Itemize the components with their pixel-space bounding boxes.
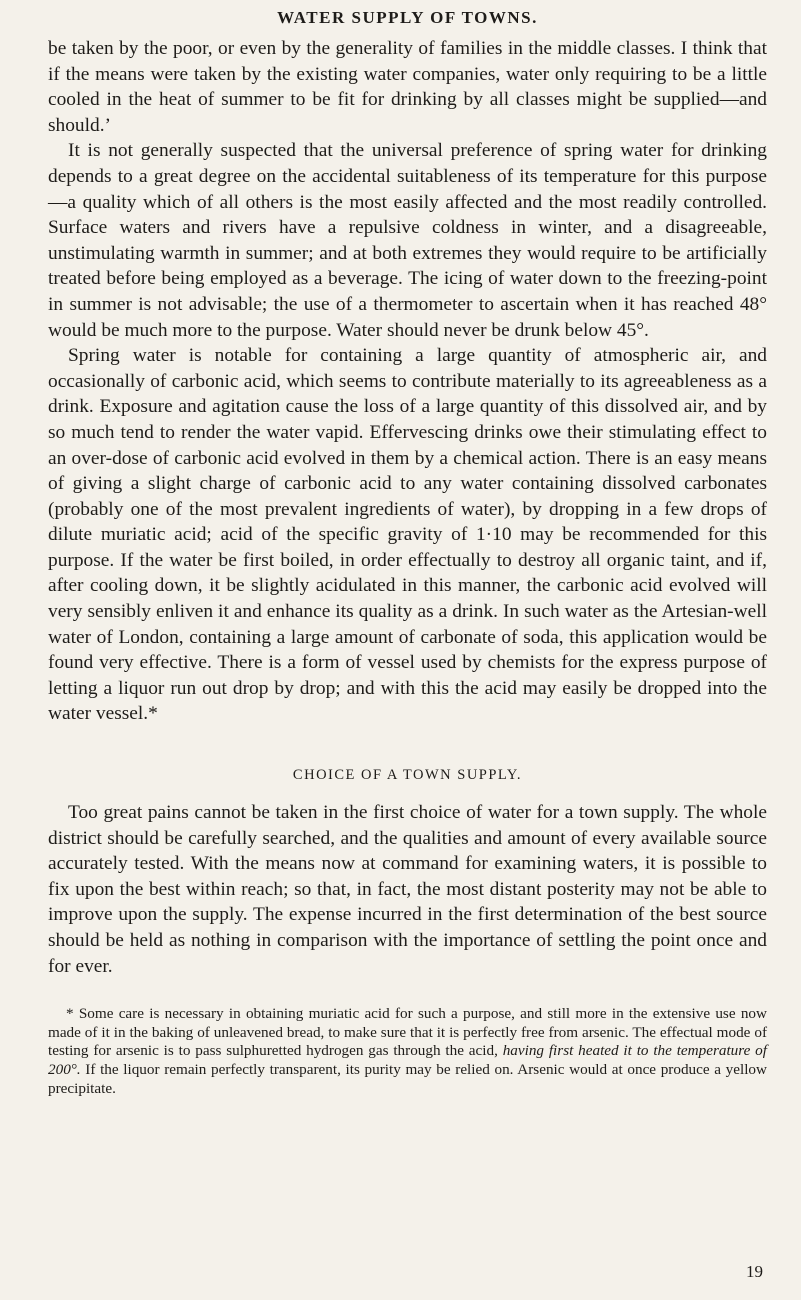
footnote-part-1: * Some care is necessary in obtaining muriatic acid for such a purpose, and still more in the extensive use now made of it in the baking of unleavened bread, to make sure that it is perfectly free from arsenic. The effectual mode of testing for arsenic is to pass sulphuretted hydrogen gas through the acid,	[48, 1005, 767, 1060]
section-heading: CHOICE OF A TOWN SUPPLY.	[292, 767, 523, 784]
book-page	[48, 6, 767, 1098]
footnote-text	[48, 1005, 767, 1098]
body-text	[48, 36, 767, 727]
page-number: 19	[746, 1262, 763, 1281]
section-body	[48, 800, 767, 979]
running-head: WATER SUPPLY OF TOWNS.	[277, 8, 538, 27]
paragraph-2: It is not generally suspected that the universal preference of spring water for drinking depends to a great degree on the accidental suitableness of its temperature for this purpose—a quality which of all others is the most easily affected and the most readily controlled. Surface waters and rivers have a repulsive coldness in winter, and a disagreeable, unstimulating warmth in summer; and at both extremes they would require to be artificially treated before being employed as a beverage. The icing of water down to the freezing-point in summer is not advisable; the use of a thermometer to ascertain when it has reached 48° would be much more to the purpose. Water should never be drunk below 45°.	[48, 140, 767, 341]
section-paragraph: Too great pains cannot be taken in the first choice of water for a town supply. The whole district should be carefully searched, and the qualities and amount of every available source accurately tested. With the means now at command for examining waters, it is possible to fix upon the best within reach; so that, in fact, the most distant posterity may not be able to improve upon the supply. The expense incurred in the first determination of the best source should be held as nothing in comparison with the importance of settling the point once and for ever.	[48, 802, 767, 977]
footnote-italic: having first heated it to the temperature of 200°.	[48, 1042, 767, 1078]
footnote	[48, 1005, 767, 1098]
footnote-part-2: If the liquor remain perfectly transparent, its purity may be relied on. Arsenic would at once produce a yellow precipitate.	[48, 1060, 767, 1097]
paragraph-3: Spring water is notable for containing a large quantity of atmospheric air, and occasionally of carbonic acid, which seems to contribute materially to its agreeableness as a drink. Exposure and agitation cause the loss of a large quantity of this dissolved air, and by so much tend to render the water vapid. Effervescing drinks owe their stimulating effect to an over-dose of carbonic acid evolved in them by a chemical action. There is an easy means of giving a slight charge of carbonic acid to any water containing dissolved carbonates (probably one of the most prevalent ingredients of water), by dropping in a few drops of dilute muriatic acid; acid of the specific gravity of 1·10 may be recommended for this purpose. If the water be first boiled, in order effectually to destroy all organic taint, and if, after cooling down, it be slightly acidulated in this manner, the carbonic acid evolved will very sensibly enliven it and enhance its quality as a drink. In such water as the Artesian-well water of London, containing a large amount of carbonate of soda, this application would be found very effective. There is a form of vessel used by chemists for the express purpose of letting a liquor run out drop by drop; and with this the acid may easily be dropped into the water vessel.*	[48, 345, 767, 725]
paragraph-1: be taken by the poor, or even by the generality of families in the middle classes. I think that if the means were taken by the existing water companies, water only requiring to be a little cooled in the heat of summer to be fit for drinking by all classes might be supplied—and should.’	[48, 38, 767, 136]
